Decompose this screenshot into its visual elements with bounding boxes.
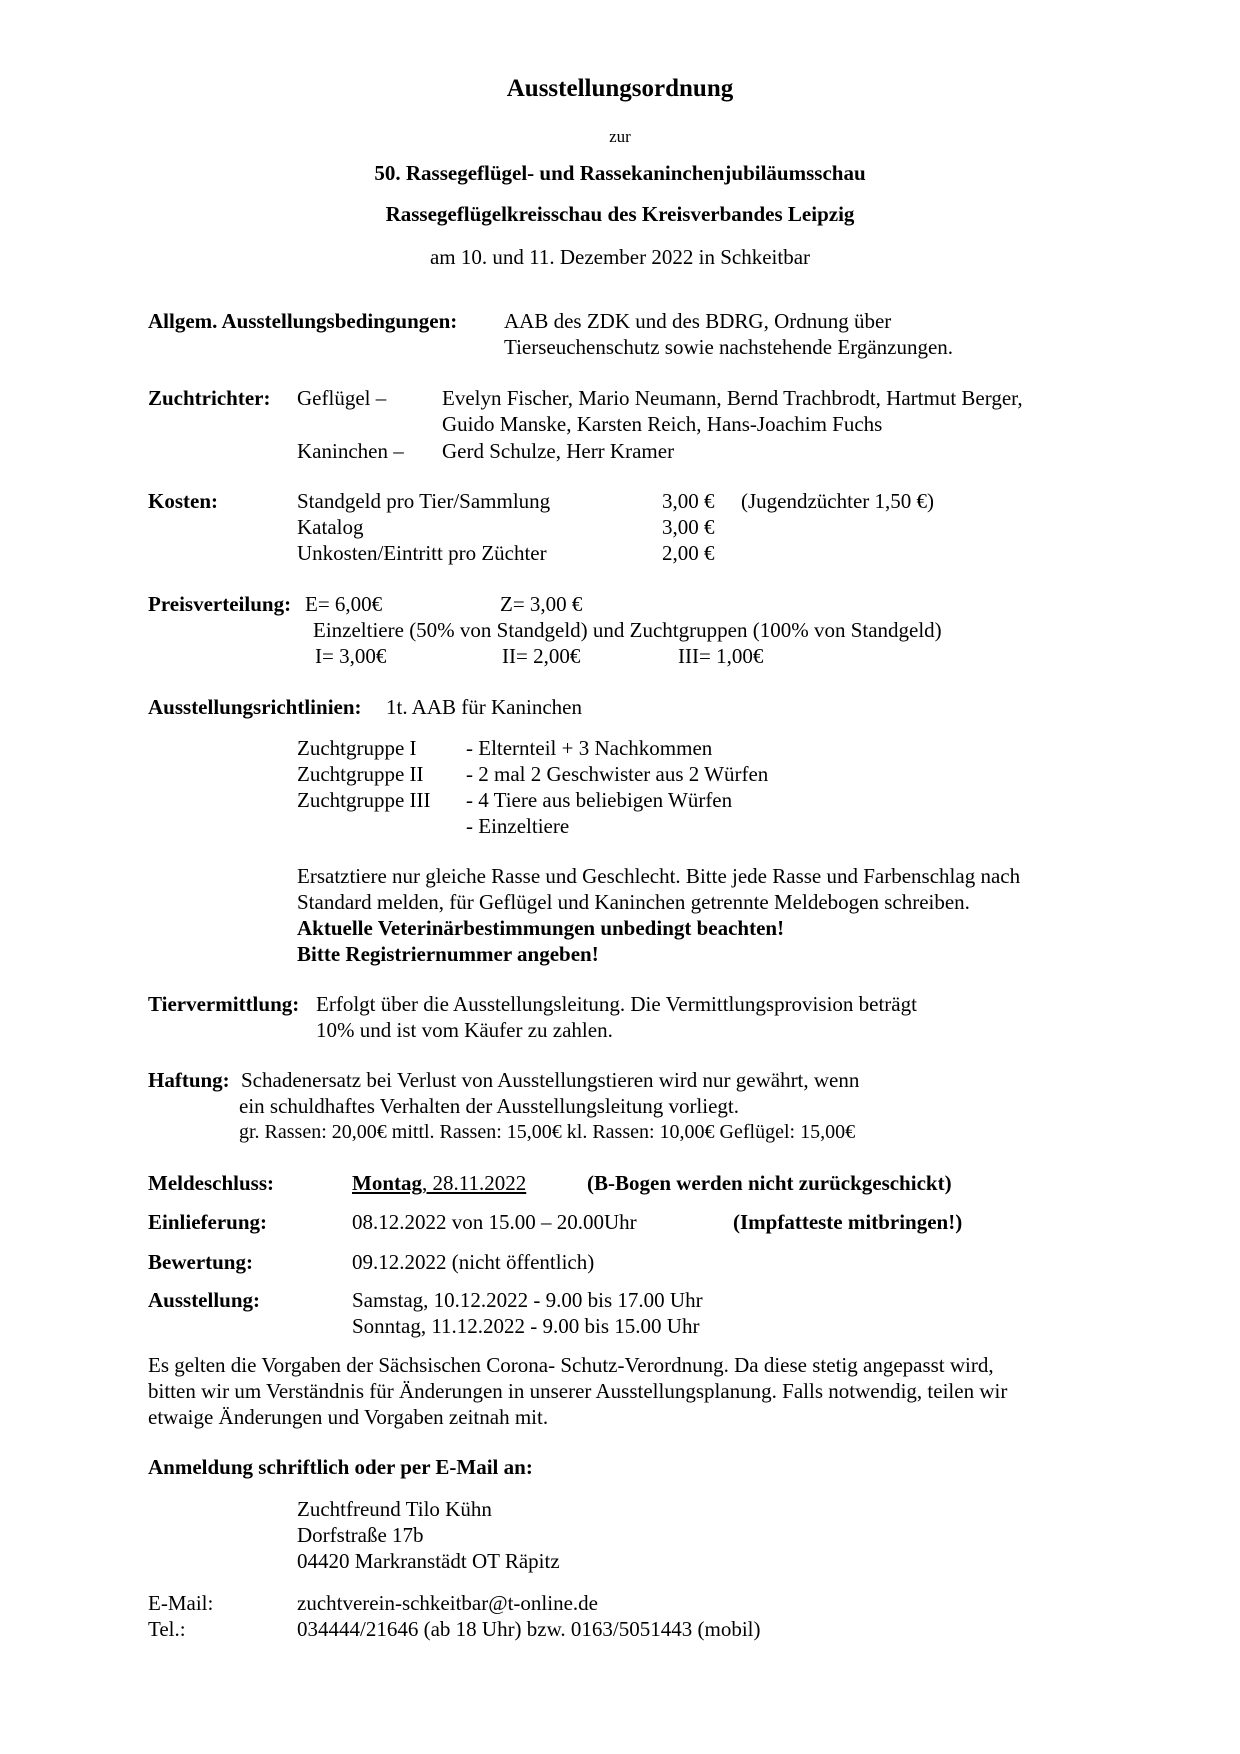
guidelines-paragraph-line-1: Ersatztiere nur gleiche Rasse und Geschlecht. Bitte jede Rasse und Farbenschlag nach bbox=[297, 864, 1021, 888]
contact-name: Zuchtfreund Tilo Kühn bbox=[297, 1497, 492, 1521]
group-name: Zuchtgruppe II bbox=[297, 762, 424, 786]
liability-label: Haftung: bbox=[148, 1068, 230, 1092]
liability-line-2: ein schuldhaftes Verhalten der Ausstellungsleitung vorliegt. bbox=[239, 1094, 740, 1118]
group-description: - Einzeltiere bbox=[466, 814, 570, 838]
judges-rabbits-names: Gerd Schulze, Herr Kramer bbox=[442, 439, 675, 463]
prizes-label: Preisverteilung: bbox=[148, 592, 292, 616]
corona-line-2: bitten wir um Verständnis für Änderungen in unserer Ausstellungsplanung. Falls notwendig, teilen wir bbox=[148, 1379, 1008, 1403]
exhibition-saturday: Samstag, 10.12.2022 - 9.00 bis 17.00 Uhr bbox=[352, 1288, 703, 1312]
costs-label: Kosten: bbox=[148, 489, 218, 513]
group-description: - 4 Tiere aus beliebigen Würfen bbox=[466, 788, 733, 812]
group-name: Zuchtgruppe III bbox=[297, 788, 431, 812]
judging-label: Bewertung: bbox=[148, 1250, 253, 1274]
phone-label: Tel.: bbox=[148, 1617, 186, 1641]
judges-rabbits-label: Kaninchen – bbox=[297, 439, 404, 463]
prizes-description: Einzeltiere (50% von Standgeld) und Zuchtgruppen (100% von Standgeld) bbox=[313, 618, 942, 642]
registration-heading: Anmeldung schriftlich oder per E-Mail an: bbox=[148, 1455, 533, 1479]
prize-e: E= 6,00€ bbox=[305, 592, 383, 616]
prize-z: Z= 3,00 € bbox=[500, 592, 583, 616]
show-date-line: am 10. und 11. Dezember 2022 in Schkeitbar bbox=[429, 245, 811, 269]
deadline-day: Montag bbox=[352, 1171, 422, 1195]
guidelines-label: Ausstellungsrichtlinien: bbox=[148, 695, 362, 719]
conditions-label: Allgem. Ausstellungsbedingungen: bbox=[148, 309, 458, 333]
guidelines-intro: 1t. AAB für Kaninchen bbox=[386, 695, 582, 719]
corona-line-1: Es gelten die Vorgaben der Sächsischen Corona- Schutz-Verordnung. Da diese stetig angepasst wird, bbox=[148, 1353, 994, 1377]
conditions-line-2: Tierseuchenschutz sowie nachstehende Ergänzungen. bbox=[504, 335, 954, 359]
brokerage-label: Tiervermittlung: bbox=[148, 992, 300, 1016]
prize-iii: III= 1,00€ bbox=[678, 644, 764, 668]
group-name: Zuchtgruppe I bbox=[297, 736, 417, 760]
costs-price: 2,00 € bbox=[662, 541, 715, 565]
deadline-value bbox=[352, 1173, 526, 1194]
corona-line-3: etwaige Änderungen und Vorgaben zeitnah mit. bbox=[148, 1405, 549, 1429]
liability-line-1: Schadenersatz bei Verlust von Ausstellungstieren wird nur gewährt, wenn bbox=[241, 1068, 860, 1092]
registration-notice: Bitte Registriernummer angeben! bbox=[297, 942, 599, 966]
deadline-note: (B-Bogen werden nicht zurückgeschickt) bbox=[587, 1171, 952, 1195]
brokerage-line-1: Erfolgt über die Ausstellungsleitung. Die Vermittlungsprovision beträgt bbox=[316, 992, 917, 1016]
document-title: Ausstellungsordnung bbox=[506, 75, 734, 102]
delivery-value: 08.12.2022 von 15.00 – 20.00Uhr bbox=[352, 1210, 637, 1234]
delivery-label: Einlieferung: bbox=[148, 1210, 267, 1234]
zur-text: zur bbox=[609, 127, 631, 146]
deadline-date: , 28.11.2022 bbox=[422, 1171, 527, 1195]
contact-city: 04420 Markranstädt OT Räpitz bbox=[297, 1549, 560, 1573]
show-title: 50. Rassegeflügel- und Rassekaninchenjubiläumsschau bbox=[374, 161, 866, 185]
brokerage-line-2: 10% und ist vom Käufer zu zahlen. bbox=[316, 1018, 613, 1042]
costs-price: 3,00 € bbox=[662, 515, 715, 539]
group-description: - 2 mal 2 Geschwister aus 2 Würfen bbox=[466, 762, 769, 786]
group-description: - Elternteil + 3 Nachkommen bbox=[466, 736, 713, 760]
costs-item: Unkosten/Eintritt pro Züchter bbox=[297, 541, 547, 565]
contact-street: Dorfstraße 17b bbox=[297, 1523, 424, 1547]
prize-i: I= 3,00€ bbox=[315, 644, 387, 668]
show-subtitle: Rassegeflügelkreisschau des Kreisverbandes Leipzig bbox=[385, 202, 855, 226]
prize-ii: II= 2,00€ bbox=[502, 644, 581, 668]
exhibition-label: Ausstellung: bbox=[148, 1288, 261, 1312]
conditions-line-1: AAB des ZDK und des BDRG, Ordnung über bbox=[504, 309, 892, 333]
phone-numbers: 034444/21646 (ab 18 Uhr) bzw. 0163/5051443 (mobil) bbox=[297, 1617, 761, 1641]
judges-poultry-line-2: Guido Manske, Karsten Reich, Hans-Joachim Fuchs bbox=[442, 412, 883, 436]
costs-item: Standgeld pro Tier/Sammlung bbox=[297, 489, 551, 513]
veterinary-notice: Aktuelle Veterinärbestimmungen unbedingt beachten! bbox=[297, 916, 785, 940]
delivery-note: (Impfatteste mitbringen!) bbox=[733, 1210, 963, 1234]
judging-value: 09.12.2022 (nicht öffentlich) bbox=[352, 1250, 595, 1274]
judges-label: Zuchtrichter: bbox=[148, 386, 271, 410]
judges-poultry-line-1: Evelyn Fischer, Mario Neumann, Bernd Trachbrodt, Hartmut Berger, bbox=[442, 386, 1023, 410]
judges-poultry-label: Geflügel – bbox=[297, 386, 387, 410]
costs-item: Katalog bbox=[297, 515, 364, 539]
email-label: E-Mail: bbox=[148, 1591, 214, 1615]
costs-price: 3,00 € bbox=[662, 489, 715, 513]
liability-amounts: gr. Rassen: 20,00€ mittl. Rassen: 15,00€ kl. Rassen: 10,00€ Geflügel: 15,00€ bbox=[239, 1121, 856, 1143]
exhibition-sunday: Sonntag, 11.12.2022 - 9.00 bis 15.00 Uhr bbox=[352, 1314, 700, 1338]
deadline-label: Meldeschluss: bbox=[148, 1171, 274, 1195]
email-address: zuchtverein-schkeitbar@t-online.de bbox=[297, 1591, 598, 1615]
costs-note: (Jugendzüchter 1,50 €) bbox=[741, 489, 935, 513]
guidelines-paragraph-line-2: Standard melden, für Geflügel und Kaninchen getrennte Meldebogen schreiben. bbox=[297, 890, 970, 914]
